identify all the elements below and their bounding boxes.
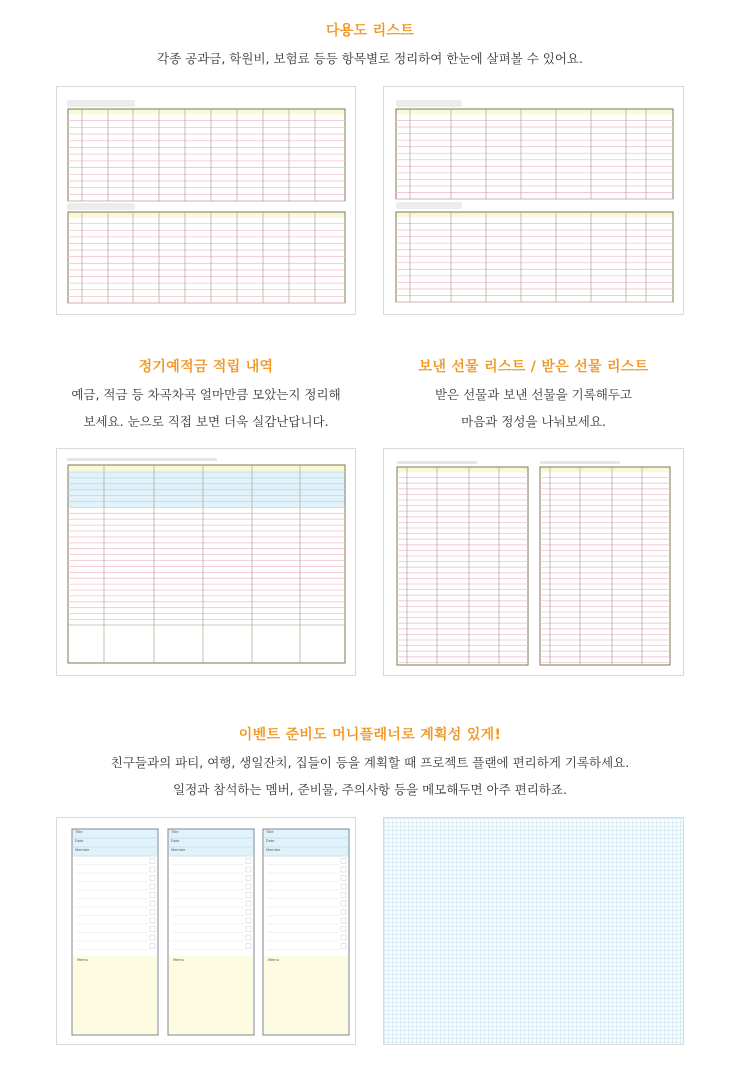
section-description-gift-line-2: 마음과 정성을 나눠보세요. [461,414,606,429]
multipurpose-list-sheet [57,87,356,315]
section-description-multipurpose-list: 각종 공과금, 학원비, 보험료 등등 항목별로 정리하여 한눈에 살펴볼 수 있어요. [157,51,583,66]
section-description-gift-line-1: 받은 선물과 보낸 선물을 기록해두고 [434,387,633,402]
event-card-memo-label: Memo [77,958,88,962]
event-card-memo-label: Memo [173,958,184,962]
event-card-member-label: Member [75,848,90,852]
event-card-date-label: Date [75,839,84,843]
section-description-event-line-2: 일정과 참석하는 멤버, 준비물, 주의사항 등을 메모해두면 아주 편리하죠. [173,782,567,797]
event-card-3 [263,829,349,1035]
event-card-memo-label: Memo [268,958,279,962]
event-card-member-label: Member [266,848,281,852]
event-card-date-label: Date [171,839,180,843]
multipurpose-list-preview-left [56,86,356,315]
gift-list-preview [383,448,684,676]
event-card-title-label: Title [75,830,83,834]
event-card-member-label: Member [171,848,186,852]
event-card-date-label: Date [266,839,275,843]
section-title-gift-list: 보낸 선물 리스트 / 받은 선물 리스트 [418,359,649,375]
multipurpose-list-sheet [384,87,684,315]
section-title-savings-record: 정기예적금 적립 내역 [138,359,274,375]
event-card-title-label: Title [266,830,274,834]
event-card-title-label: Title [171,830,179,834]
section-title-multipurpose-list: 다용도 리스트 [325,23,415,39]
multipurpose-list-preview-right [383,86,684,315]
section-description-savings-line-2: 보세요. 눈으로 직접 보면 더욱 실감난답니다. [83,414,329,429]
section-description-event-line-1: 친구들과의 파티, 여행, 생일잔치, 집들이 등을 계획할 때 프로젝트 플랜에 편리하게 기록하세요. [110,755,630,770]
section-title-event-plan: 이벤트 준비도 머니플래너로 계획성 있게! [238,727,502,743]
event-card-1 [72,829,158,1035]
event-plan-preview [56,817,356,1045]
section-description-savings-line-1: 예금, 적금 등 차곡차곡 얼마만큼 모았는지 정리해 [71,387,341,402]
grid-paper-preview [383,817,684,1045]
savings-record-sheet [57,449,356,676]
gift-list-sheet [384,449,684,676]
event-card-2 [168,829,254,1035]
savings-record-preview [56,448,356,676]
